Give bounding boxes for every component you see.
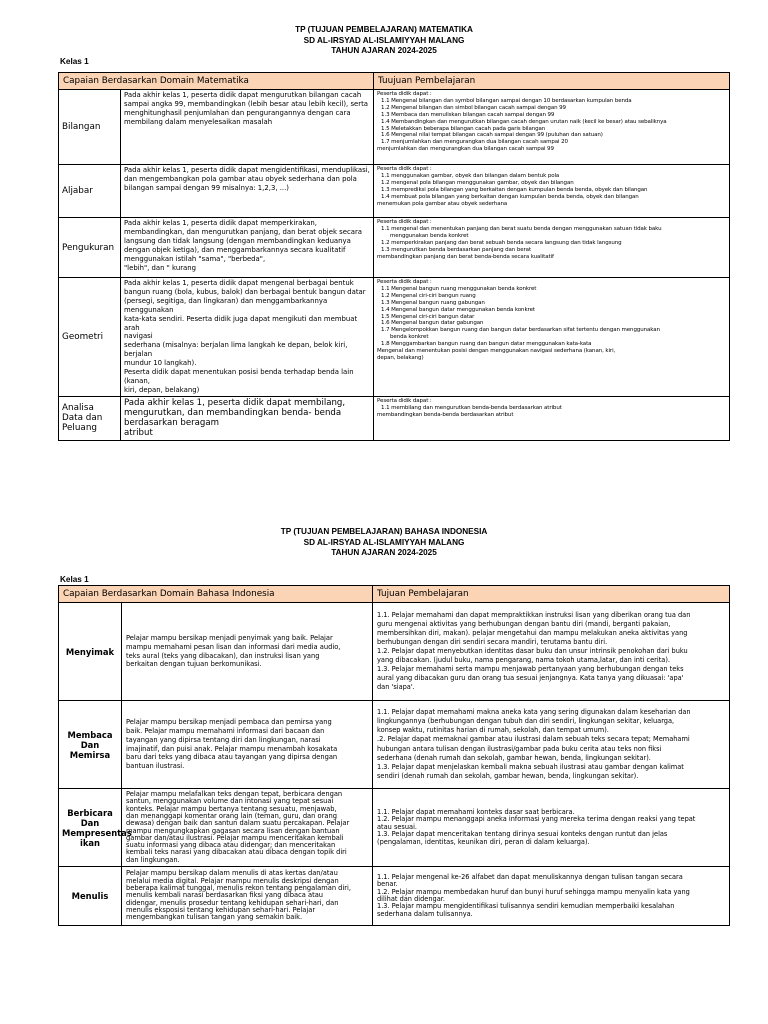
indo-title-line: TP (TUJUAN PEMBELAJARAN) BAHASA INDONESIA xyxy=(280,527,488,536)
tujuan-line: atau sesuai. xyxy=(377,822,418,831)
tujuan-line: konsep waktu, rutinitas harian di rumah, sekolah, dan tempat umum). xyxy=(377,726,609,735)
capaian-line: Pada akhir kelas 1, peserta didik dapat mengurutkan bilangan cacah xyxy=(124,91,362,99)
domain-label xyxy=(59,396,121,440)
capaian-line: bangun ruang (bola, kubus, balok) dan berbagai bentuk bangun datar xyxy=(124,287,366,296)
capaian-line: "lebih", dan " kurang xyxy=(124,263,196,272)
domain-label xyxy=(59,603,122,701)
capaian-line: membandingkan, dan mengurutkan panjang, dan berat objek secara xyxy=(124,227,363,236)
capaian-line: kata-kata sendiri. Peserta didik juga dapat mengikuti dan membuat arah xyxy=(124,314,358,332)
tujuan-cell xyxy=(374,218,730,278)
tujuan-cell xyxy=(373,701,730,789)
tujuan-line: depan, belakang) xyxy=(377,354,424,361)
capaian-line: Pelajar mampu bersikap dalam menulis di atas kertas dan/atau xyxy=(126,869,338,878)
capaian-cell xyxy=(121,90,374,165)
tujuan-line: Peserta didik dapat : xyxy=(377,279,432,285)
capaian-line: mampu memahami pesan lisan dan informasi dari media audio, xyxy=(126,642,341,651)
capaian-line: (persegi, segitiga, dan lingkaran) dan menggambarkannya menggunakan xyxy=(124,296,328,314)
domain-label xyxy=(59,165,121,218)
tujuan-line: 1.2 Mengenal bilangan dan simbol bilangan cacah sampai dengan 99 xyxy=(381,104,566,111)
capaian-line: imajinatif, dan puisi anak. Pelajar mampu menambah kosakata xyxy=(126,744,338,753)
domain-label-line: Geometri xyxy=(62,331,104,342)
capaian-line: Pada akhir kelas 1, peserta didik dapat mengidentifikasi, menduplikasi, xyxy=(124,166,370,174)
tujuan-line: Peserta didik dapat : xyxy=(377,91,432,97)
domain-label xyxy=(59,278,121,397)
indo-header-tujuan: Tujuan Pembelajaran xyxy=(373,586,730,603)
tujuan-line: Peserta didik dapat : xyxy=(377,166,432,172)
capaian-line: mundur 10 langkah). xyxy=(124,359,197,368)
indo-title xyxy=(0,527,768,559)
capaian-line: mengurutkan, dan membandingkan benda- benda xyxy=(124,407,342,418)
capaian-line: baik. Pelajar mampu memahami informasi dari bacaan dan xyxy=(126,726,325,735)
indo-header-capaian: Capaian Berdasarkan Domain Bahasa Indonesia xyxy=(59,586,373,603)
tujuan-line: 1.1. Pelajar dapat memahami konteks dasar saat berbicara. xyxy=(377,807,575,816)
domain-label-line: ikan xyxy=(79,837,101,848)
capaian-line: mengembangkan tulisan tangan yang semakin baik. xyxy=(126,913,303,922)
domain-label-line: Data dan xyxy=(62,413,103,424)
capaian-line: kembali teks narasi yang dibacakan atau dibaca dengan topik diri xyxy=(126,848,347,857)
capaian-line: kiri, depan, belakang) xyxy=(124,385,200,394)
tujuan-line: 1.6 Mengenal nilai tempat bilangan cacah sampai dengan 99 (puluhan dan satuan) xyxy=(381,132,603,139)
capaian-line: konteks. Pelajar mampu bertanya tentang sesuatu, menjawab, xyxy=(126,804,337,813)
tujuan-line: 1.3. Pelajar memahami serta mampu menjawab pertanyaan yang berhubungan dengan teks xyxy=(377,665,684,674)
tujuan-cell xyxy=(373,789,730,867)
tujuan-line: sendiri (denah rumah dan sekolah, gambar hewan, benda, lingkungan sekitar). xyxy=(377,771,639,780)
tujuan-cell xyxy=(374,278,730,397)
domain-label-line: Bilangan xyxy=(62,122,101,132)
domain-label-line: Menyimak xyxy=(65,646,115,657)
domain-label-line: Menulis xyxy=(71,891,109,901)
tujuan-line: 1.4 Mengenal bangun datar menggunakan benda konkret xyxy=(381,306,535,313)
tujuan-line: 1.1 Mengenal bilangan dan symbol bilangan sampai dengan 10 berdasarkan kumpulan benda xyxy=(381,97,632,104)
capaian-cell xyxy=(121,165,374,218)
tujuan-line: guru mengenai aktivitas yang berhubungan dengan bantu diri (mandi, berganti pakaian, xyxy=(377,619,671,628)
capaian-line: suatu informasi yang dibaca atau didengar; dan menceritakan xyxy=(126,841,336,850)
math-header-capaian: Capaian Berdasarkan Domain Matematika xyxy=(59,73,374,90)
indo-row-membaca xyxy=(59,701,730,789)
capaian-line: atribut xyxy=(124,427,153,438)
tujuan-line: benda konkret xyxy=(390,334,429,341)
tujuan-line: 1.3 Membaca dan menuliskan bilangan cacah sampai dengan 99 xyxy=(381,111,555,118)
tujuan-cell xyxy=(373,867,730,926)
indo-school-line: SD AL-IRSYAD AL-ISLAMIYYAH MALANG xyxy=(303,537,465,547)
tujuan-line: 1.2 memperkirakan panjang dan berat sebuah benda secara langsung dan tidak langsung xyxy=(381,239,622,246)
tujuan-line: sederhana (denah rumah dan sekolah, gambar hewan, benda, lingkungan sekitar). xyxy=(377,753,651,762)
tujuan-line: dan 'siapa'. xyxy=(377,683,415,692)
tujuan-line: 1.1. Pelajar mengenal ke-26 alfabet dan dapat menuliskannya dengan tulisan tangan secara xyxy=(377,872,683,881)
tujuan-line: 1.1 menggunakan gambar, obyek dan bilangan dalam bentuk pola xyxy=(381,172,560,179)
tujuan-cell xyxy=(374,165,730,218)
capaian-line: Pelajar mampu bersikap menjadi pembaca dan pemirsa yang xyxy=(126,717,332,726)
tujuan-line: 1.6 Mengenal bangun datar gabungan xyxy=(381,320,484,327)
capaian-line: sederhana (misalnya: berjalan lima langkah ke depan, belok kiri, berjalan xyxy=(124,341,348,359)
tujuan-line: 1.3 Mengenal bangun ruang gabungan xyxy=(381,299,485,306)
capaian-line: (kanan, xyxy=(124,376,150,385)
tujuan-line: 1.7 menjumlahkan dan mengurangkan dua bilangan cacah sampai 20 xyxy=(381,139,568,146)
tujuan-line: menggunakan benda konkret xyxy=(390,232,469,239)
tujuan-line: 1.2 Mengenal ciri-ciri bangun ruang xyxy=(381,292,476,299)
domain-label-line: Aljabar xyxy=(62,186,93,196)
capaian-line: berkaitan dengan tujuan berkomunikasi. xyxy=(126,660,262,669)
math-table xyxy=(58,72,730,441)
tujuan-cell xyxy=(373,603,730,701)
tujuan-line: 1.3. Pelajar dapat menjelaskan kembali makna sebuah ilustrasi atau gambar dengan kalimat xyxy=(377,762,684,771)
tujuan-line: 1.3. Pelajar mampu mengidentifikasi tulisannya sendiri kemudian memperbaiki kesalahan xyxy=(377,902,675,911)
capaian-line: Peserta didik dapat menentukan posisi benda terhadap benda lain xyxy=(124,368,354,377)
capaian-cell xyxy=(121,218,374,278)
math-year-line: TAHUN AJARAN 2024-2025 xyxy=(331,46,437,55)
indo-table xyxy=(58,585,730,926)
tujuan-line: 1.1 Mengenal bangun ruang menggunakan benda konkret xyxy=(381,285,537,292)
math-row-bilangan xyxy=(59,90,730,165)
tujuan-cell xyxy=(374,396,730,440)
tujuan-line: (pengalaman, identitas, keunikan diri, peran di dalam keluarga). xyxy=(377,837,590,846)
tujuan-line: benar. xyxy=(377,880,398,889)
tujuan-line: 1.3 memprediksi pola bilangan yang berkaitan dengan kumpulan benda benda, obyek dan bilangan xyxy=(381,186,648,193)
tujuan-line: 1.3 mengurutkan benda berdasarkan panjang dan berat xyxy=(381,246,532,253)
capaian-cell xyxy=(122,603,373,701)
tujuan-line: membandingkan benda-benda berdasarkan atribut xyxy=(377,411,514,418)
tujuan-line: menjumlahkan dan mengurangkan dua bilangan cacah sampai 99 xyxy=(377,146,554,153)
tujuan-line: 1.2. Pelajar dapat menyebutkan identitas dasar buku dan unsur intrinsik penokohan dari buku xyxy=(377,646,688,655)
capaian-line: menulis eksposisi tentang kehidupan sehari-hari. Pelajar xyxy=(126,905,316,914)
capaian-line: Pelajar mampu bersikap menjadi penyimak yang baik. Pelajar xyxy=(126,633,333,642)
tujuan-line: 1.1 mengenal dan menentukan panjang dan berat suatu benda dengan menggunakan satuan tidak baku xyxy=(381,225,662,232)
tujuan-line: Peserta didik dapat : xyxy=(377,219,432,225)
tujuan-line: Mengenal dan menentukan posisi dengan menggunakan navigasi sederhana (kanan, kiri, xyxy=(377,348,616,355)
capaian-line: langsung dan tidak langsung (dengan membandingkan keduanya xyxy=(124,236,351,245)
capaian-line: Pada akhir kelas 1, peserta didik dapat membilang, xyxy=(124,397,346,408)
math-row-pengukuran xyxy=(59,218,730,278)
capaian-line: bantuan ilustrasi. xyxy=(126,762,185,771)
tujuan-line: 1.5 Meletakkan beberapa bilangan cacah pada garis bilangan xyxy=(381,125,546,132)
tujuan-line: 1.5 Mengenal ciri-ciri bangun datar xyxy=(381,313,475,320)
tujuan-line: 1.1. Pelajar memahami dan dapat mempraktikkan instruksi lisan yang diberikan orang tua dan xyxy=(377,610,691,619)
tujuan-line: 1.8 Menggambarkan bangun ruang dan bangun datar menggunakan kata-kata xyxy=(381,341,592,348)
capaian-line: sampai angka 99, membandingkan (lebih besar atau lebih kecil), serta xyxy=(124,99,369,108)
tujuan-line: yang dibacakan. (judul buku, nama pengarang, nama tokoh utama,latar, dan inti cerita). xyxy=(377,656,670,665)
capaian-line: menulis kembali narasi berdasarkan fiksi yang dibaca atau xyxy=(126,891,324,900)
capaian-line: santun, menggunakan volume dan intonasi yang tepat sesuai xyxy=(126,797,334,806)
tujuan-line: lingkungannya (berhubungan dengan tubuh dan diri sendiri, lingkungan sekitar, keluarga, xyxy=(377,717,675,726)
domain-label-line: Membaca Dan xyxy=(67,729,113,750)
tujuan-line: 1.7 Mengelompokkan bangun ruang dan bangun datar berdasarkan sifat tertentu dengan menggunakan xyxy=(381,327,660,334)
capaian-line: teks aural (teks yang dibacakan), dan instruksi lisan yang xyxy=(126,651,320,660)
capaian-line: menghitunghasil penjumlahan dan pengurangannya dengan cara xyxy=(124,108,351,117)
capaian-line: Pelajar mampu melafalkan teks dengan tepat, berbicara dengan xyxy=(126,790,343,799)
domain-label xyxy=(59,789,132,867)
tujuan-line: 1.4 membuat pola bilangan yang berkaitan dengan kumpulan benda benda, obyek dan bilangan xyxy=(381,193,639,200)
capaian-line: melalui media digital. Pelajar mampu menulis deskripsi dengan xyxy=(126,876,339,885)
indo-row-menyimak xyxy=(59,603,730,701)
capaian-cell xyxy=(122,789,373,867)
math-row-aljabar xyxy=(59,165,730,218)
capaian-line: dewasa) dengan baik dan santun dalam suatu percakapan. Pelajar xyxy=(126,819,350,828)
capaian-line: navigasi xyxy=(124,332,153,341)
tujuan-line: menemukan pola gambar atau obyek sederhana xyxy=(377,200,508,207)
domain-label-line: Analisa xyxy=(62,403,94,414)
tujuan-line: 1.2. Pelajar mampu membedakan huruf dan bunyi huruf sehingga mampu menyalin kata yang xyxy=(377,887,690,896)
capaian-line: mampu mengungkapkan gagasan secara lisan dengan bantuan xyxy=(126,826,340,835)
math-row-geometri xyxy=(59,278,730,397)
math-row-analisa xyxy=(59,396,730,440)
math-kelas-label: Kelas 1 xyxy=(60,57,89,66)
tujuan-line: aural yang dibacakan guru dan orang tua sesuai jenjangnya. Kata tanya yang dikuasai: 'apa' xyxy=(377,674,684,683)
tujuan-line: 1.1 membilang dan mengurutkan benda-benda berdasarkan atribut xyxy=(381,404,562,411)
tujuan-line: berhubungan dengan diri sendiri secara mandiri, terutama bantu diri. xyxy=(377,637,608,646)
capaian-line: tayangan yang dipirsa tentang diri dan lingkungan, narasi xyxy=(126,735,321,744)
tujuan-line: hubungan antara tulisan dengan ilustrasi/gambar pada buku cerita atau teks non fiksi xyxy=(377,744,662,753)
capaian-line: Pada akhir kelas 1, peserta didik dapat mengenal berbagai bentuk xyxy=(124,279,354,287)
indo-table-header xyxy=(59,586,730,603)
tujuan-line: dilihat dan didengar. xyxy=(377,895,445,903)
domain-label-line: Berbicara Dan xyxy=(67,807,113,828)
tujuan-line: 1.3. Pelajar dapat menceritakan tentang dirinya sesuai konteks dengan runtut dan jelas xyxy=(377,830,668,839)
math-title xyxy=(0,25,768,57)
tujuan-line: 1.2 mengenal pola bilangan menggunakan gambar, obyek dan bilangan xyxy=(381,179,574,186)
capaian-cell xyxy=(121,396,374,440)
capaian-line: Pada akhir kelas 1, peserta didik dapat memperkirakan, xyxy=(124,219,317,227)
indo-year-line: TAHUN AJARAN 2024-2025 xyxy=(331,548,437,557)
indo-kelas-label: Kelas 1 xyxy=(60,575,89,584)
domain-label-line: Mempresentas xyxy=(62,827,132,838)
capaian-line: menggunakan istilah "sama", "berbeda", xyxy=(124,254,266,263)
indo-row-menulis xyxy=(59,867,730,926)
tujuan-line: membersihkan diri, makan). pelajar mengetahui dan mampu melakukan aneka aktivitas yang xyxy=(377,628,688,637)
math-school-line: SD AL-IRSYAD AL-ISLAMIYYAH MALANG xyxy=(303,35,465,45)
capaian-cell xyxy=(121,278,374,397)
capaian-cell xyxy=(122,701,373,789)
capaian-line: membilang dalam menyelesaikan masalah xyxy=(124,117,273,126)
capaian-line: berdasarkan beragam xyxy=(124,417,220,428)
tujuan-cell xyxy=(374,90,730,165)
indo-row-berbicara xyxy=(59,789,730,867)
capaian-line: dengan objek ketiga), dan menggambarkannya secara kualitatif xyxy=(124,245,346,254)
capaian-line: dan menanggapi komentar orang lain (teman, guru, dan orang xyxy=(126,811,337,820)
capaian-line: dan mengembangkan pola gambar atau obyek sederhana dan pola xyxy=(124,174,357,183)
math-header-tujuan: Tuujuan Pembelajaran xyxy=(374,73,730,90)
domain-label-line: Peluang xyxy=(62,423,97,434)
capaian-line: bilangan sampai dengan 99 misalnya: 1,2,3, ...) xyxy=(124,183,289,192)
tujuan-line: Peserta didik dapat : xyxy=(377,397,432,404)
capaian-line: baru dari teks yang dibaca atau tayangan yang dipirsa dengan xyxy=(126,753,338,762)
domain-label-line: Memirsa xyxy=(69,749,111,760)
tujuan-line: 1.4 Membandingkan dan mengurutkan bilangan cacah dengan urutan naik (kecil ke besar) atau sebaliknya xyxy=(381,118,667,125)
domain-label xyxy=(59,701,122,789)
capaian-line: beberapa kalimat tunggal, menulis rekon tentang pengalaman diri, xyxy=(126,884,352,893)
domain-label xyxy=(59,90,121,165)
tujuan-line: 1.1. Pelajar dapat memahami makna aneka kata yang sering digunakan dalam keseharian dan xyxy=(377,708,691,717)
domain-label xyxy=(59,867,122,926)
tujuan-line: sederhana dalam tulisannya. xyxy=(377,909,473,918)
tujuan-line: .2. Pelajar dapat memaknai gambar atau ilustrasi dalam sebuah teks secara tepat; Memahami xyxy=(377,735,690,744)
math-table-header xyxy=(59,73,730,90)
capaian-line: dan lingkungan. xyxy=(126,855,180,864)
capaian-cell xyxy=(122,867,373,926)
tujuan-line: membandingkan panjang dan berat benda-benda secara kualitatif xyxy=(377,253,554,260)
domain-label xyxy=(59,218,121,278)
math-title-line: TP (TUJUAN PEMBELAJARAN) MATEMATIKA xyxy=(295,25,473,34)
tujuan-line: 1.2. Pelajar mampu menanggapi aneka informasi yang mereka terima dengan reaksi yang tepat xyxy=(377,815,696,824)
capaian-line: gambar dan/atau ilustrasi. Pelajar mampu menceritakan kembali xyxy=(126,833,344,842)
capaian-line: didengar, menulis prosedur tentang kehidupan sehari-hari, dan xyxy=(126,898,339,907)
domain-label-line: Pengukuran xyxy=(62,242,115,253)
